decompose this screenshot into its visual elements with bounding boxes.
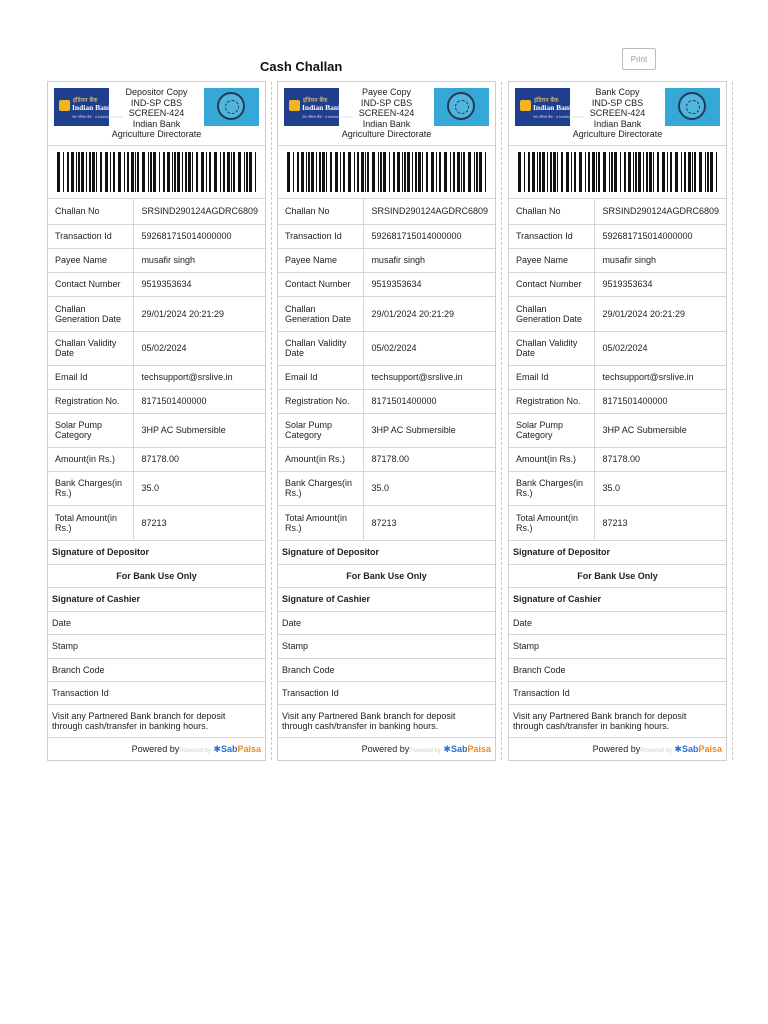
signature-cashier-row-text: Signature of Cashier bbox=[278, 587, 495, 611]
signature-depositor-row-text: Signature of Depositor bbox=[48, 540, 265, 564]
challan-field-row bbox=[278, 199, 495, 224]
bank-logo-name: Indian Bank bbox=[72, 103, 113, 112]
branch-code-row-text: Branch Code bbox=[48, 658, 265, 681]
field-value: 05/02/2024 bbox=[134, 331, 265, 365]
branch-code-row bbox=[278, 658, 495, 681]
field-label: Challan Generation Date bbox=[278, 296, 364, 331]
powered-by-faint: Powered by bbox=[179, 747, 211, 754]
challan-field-row bbox=[278, 471, 495, 505]
sabpaisa-brand-sab: Sab bbox=[450, 743, 468, 754]
sabpaisa-brand-sab: Sab bbox=[220, 743, 238, 754]
field-label: Payee Name bbox=[509, 248, 595, 272]
stamp-row bbox=[48, 634, 265, 658]
field-label: Amount(in Rs.) bbox=[509, 447, 595, 471]
challan-field-row bbox=[278, 272, 495, 296]
field-label: Challan Validity Date bbox=[48, 331, 134, 365]
indian-bank-logo bbox=[54, 88, 123, 126]
challan-field-row bbox=[48, 331, 265, 365]
signature-depositor-row-text: Signature of Depositor bbox=[509, 540, 726, 564]
sabpaisa-logo-icon: ✱ bbox=[674, 743, 682, 754]
field-value: 3HP AC Submersible bbox=[134, 413, 265, 447]
sabpaisa-brand-paisa: Paisa bbox=[237, 743, 261, 754]
challan-field-row bbox=[48, 248, 265, 272]
date-row bbox=[509, 611, 726, 634]
branch-code-row bbox=[509, 658, 726, 681]
signature-cashier-row-text: Signature of Cashier bbox=[48, 587, 265, 611]
copy-header bbox=[48, 82, 265, 146]
field-label: Challan Validity Date bbox=[278, 331, 364, 365]
challan-field-row bbox=[509, 365, 726, 389]
field-value: 592681715014000000 bbox=[364, 224, 495, 248]
field-label: Challan Generation Date bbox=[509, 296, 595, 331]
challan-field-row bbox=[278, 365, 495, 389]
stamp-row-text: Stamp bbox=[509, 634, 726, 658]
field-value: 35.0 bbox=[364, 471, 495, 505]
seal-icon bbox=[678, 92, 706, 120]
copy-header bbox=[509, 82, 726, 146]
field-value: musafir singh bbox=[595, 248, 726, 272]
directorate-name: Agriculture Directorate bbox=[572, 129, 663, 139]
signature-cashier-row-text: Signature of Cashier bbox=[509, 587, 726, 611]
field-value: musafir singh bbox=[134, 248, 265, 272]
field-label: Solar Pump Category bbox=[509, 413, 595, 447]
copy-heading bbox=[340, 87, 433, 140]
challan-field-row bbox=[509, 331, 726, 365]
indian-bank-logo bbox=[515, 88, 584, 126]
field-value: 35.0 bbox=[595, 471, 726, 505]
powered-by-label: Powered by bbox=[361, 743, 410, 754]
barcode-area bbox=[509, 146, 726, 199]
field-label: Solar Pump Category bbox=[48, 413, 134, 447]
transaction-id-row bbox=[509, 681, 726, 704]
transaction-id-row-text: Transaction Id bbox=[509, 681, 726, 704]
deposit-note-row bbox=[509, 704, 726, 737]
deposit-note-row bbox=[48, 704, 265, 737]
field-value: 05/02/2024 bbox=[364, 331, 495, 365]
challan-field-row bbox=[48, 224, 265, 248]
field-value: 8171501400000 bbox=[364, 389, 495, 413]
deposit-note-row-text: Visit any Partnered Bank branch for deposit through cash/transfer in banking hours. bbox=[48, 704, 265, 737]
field-value: 35.0 bbox=[134, 471, 265, 505]
field-label: Challan Validity Date bbox=[509, 331, 595, 365]
screen-label: IND-SP CBS SCREEN-424 bbox=[589, 97, 646, 118]
up-government-seal-logo bbox=[434, 88, 489, 126]
field-label: Email Id bbox=[278, 365, 364, 389]
field-value: techsupport@srslive.in bbox=[364, 365, 495, 389]
field-value: 29/01/2024 20:21:29 bbox=[364, 296, 495, 331]
field-value: 9519353634 bbox=[595, 272, 726, 296]
deposit-note-row-text: Visit any Partnered Bank branch for deposit through cash/transfer in banking hours. bbox=[509, 704, 726, 737]
field-value: 9519353634 bbox=[364, 272, 495, 296]
challan-field-row bbox=[48, 272, 265, 296]
date-row-text: Date bbox=[278, 611, 495, 634]
field-label: Bank Charges(in Rs.) bbox=[48, 471, 134, 505]
field-value: musafir singh bbox=[364, 248, 495, 272]
branch-code-row bbox=[48, 658, 265, 681]
challan-field-row bbox=[48, 505, 265, 540]
field-value: 8171501400000 bbox=[595, 389, 726, 413]
challan-field-row bbox=[278, 331, 495, 365]
field-value: 3HP AC Submersible bbox=[364, 413, 495, 447]
challan-field-row bbox=[48, 365, 265, 389]
transaction-id-row bbox=[48, 681, 265, 704]
transaction-id-row bbox=[278, 681, 495, 704]
field-value: 29/01/2024 20:21:29 bbox=[595, 296, 726, 331]
date-row-text: Date bbox=[48, 611, 265, 634]
bank-logo-tag: एक परिवार बैंक · A tradition of trust bbox=[72, 115, 123, 119]
challan-field-row bbox=[509, 248, 726, 272]
field-label: Amount(in Rs.) bbox=[48, 447, 134, 471]
bank-use-only-row bbox=[509, 564, 726, 587]
powered-by-footer bbox=[48, 738, 265, 760]
bank-logo-hindi: इंडियन बैंक bbox=[303, 97, 328, 104]
barcode-icon bbox=[287, 152, 487, 192]
challan-fields-table bbox=[278, 199, 495, 738]
signature-cashier-row bbox=[509, 587, 726, 611]
sabpaisa-logo-icon: ✱ bbox=[213, 743, 221, 754]
powered-by-faint: Powered by bbox=[640, 747, 672, 754]
challan-field-row bbox=[509, 272, 726, 296]
field-value: 29/01/2024 20:21:29 bbox=[134, 296, 265, 331]
bank-use-only-row bbox=[278, 564, 495, 587]
copy-header bbox=[278, 82, 495, 146]
copy-label: Depositor Copy bbox=[125, 87, 188, 97]
page-title: Cash Challan bbox=[260, 59, 343, 74]
bank-name: Indian Bank bbox=[593, 118, 642, 129]
field-label: Transaction Id bbox=[509, 224, 595, 248]
barcode-icon bbox=[518, 152, 718, 192]
field-label: Amount(in Rs.) bbox=[278, 447, 364, 471]
field-value: 9519353634 bbox=[134, 272, 265, 296]
field-value: 87178.00 bbox=[364, 447, 495, 471]
bank-logo-tag: एक परिवार बैंक · A tradition of trust bbox=[533, 115, 584, 119]
field-value: 87178.00 bbox=[595, 447, 726, 471]
field-label: Payee Name bbox=[48, 248, 134, 272]
bank-emblem-icon bbox=[59, 100, 70, 111]
bank-use-only-row-text: For Bank Use Only bbox=[278, 564, 495, 587]
challan-field-row bbox=[48, 447, 265, 471]
challan-field-row bbox=[509, 296, 726, 331]
challan-field-row bbox=[278, 447, 495, 471]
field-label: Challan No bbox=[278, 199, 364, 224]
challan-field-row bbox=[278, 248, 495, 272]
challan-copy bbox=[277, 81, 496, 761]
field-label: Registration No. bbox=[509, 389, 595, 413]
deposit-note-row-text: Visit any Partnered Bank branch for deposit through cash/transfer in banking hours. bbox=[278, 704, 495, 737]
challan-field-row bbox=[278, 413, 495, 447]
up-government-seal-logo bbox=[665, 88, 720, 126]
seal-icon bbox=[447, 92, 475, 120]
field-label: Bank Charges(in Rs.) bbox=[278, 471, 364, 505]
field-label: Transaction Id bbox=[278, 224, 364, 248]
bank-logo-hindi: इंडियन बैंक bbox=[534, 97, 559, 104]
field-value: 3HP AC Submersible bbox=[595, 413, 726, 447]
challan-field-row bbox=[509, 224, 726, 248]
field-value: 592681715014000000 bbox=[595, 224, 726, 248]
bank-logo-name: Indian Bank bbox=[302, 103, 343, 112]
field-value: 87213 bbox=[595, 505, 726, 540]
powered-by-faint: Powered by bbox=[409, 747, 441, 754]
field-label: Transaction Id bbox=[48, 224, 134, 248]
field-label: Registration No. bbox=[278, 389, 364, 413]
bank-name: Indian Bank bbox=[132, 118, 181, 129]
field-value: 87213 bbox=[364, 505, 495, 540]
challan-field-row bbox=[278, 296, 495, 331]
field-label: Bank Charges(in Rs.) bbox=[509, 471, 595, 505]
bank-name: Indian Bank bbox=[362, 118, 411, 129]
sabpaisa-logo-icon: ✱ bbox=[443, 743, 451, 754]
challan-fields-table bbox=[48, 199, 265, 738]
challan-field-row bbox=[509, 199, 726, 224]
field-label: Total Amount(in Rs.) bbox=[278, 505, 364, 540]
field-label: Total Amount(in Rs.) bbox=[48, 505, 134, 540]
field-label: Challan Generation Date bbox=[48, 296, 134, 331]
bank-emblem-icon bbox=[520, 100, 531, 111]
field-label: Total Amount(in Rs.) bbox=[509, 505, 595, 540]
signature-depositor-row-text: Signature of Depositor bbox=[278, 540, 495, 564]
directorate-name: Agriculture Directorate bbox=[111, 129, 202, 139]
transaction-id-row-text: Transaction Id bbox=[278, 681, 495, 704]
seal-icon bbox=[217, 92, 245, 120]
challan-field-row bbox=[509, 389, 726, 413]
bank-use-only-row-text: For Bank Use Only bbox=[48, 564, 265, 587]
bank-use-only-row-text: For Bank Use Only bbox=[509, 564, 726, 587]
sabpaisa-brand-sab: Sab bbox=[681, 743, 699, 754]
stamp-row bbox=[278, 634, 495, 658]
bank-logo-name: Indian Bank bbox=[533, 103, 574, 112]
branch-code-row-text: Branch Code bbox=[509, 658, 726, 681]
stamp-row-text: Stamp bbox=[48, 634, 265, 658]
date-row bbox=[278, 611, 495, 634]
field-value: techsupport@srslive.in bbox=[134, 365, 265, 389]
field-value: SRSIND290124AGDRC6809 bbox=[595, 199, 726, 224]
field-value: techsupport@srslive.in bbox=[595, 365, 726, 389]
field-label: Challan No bbox=[509, 199, 595, 224]
field-value: 87213 bbox=[134, 505, 265, 540]
copy-label: Bank Copy bbox=[595, 87, 640, 97]
directorate-name: Agriculture Directorate bbox=[341, 129, 432, 139]
field-label: Email Id bbox=[48, 365, 134, 389]
indian-bank-logo bbox=[284, 88, 353, 126]
date-row-text: Date bbox=[509, 611, 726, 634]
sabpaisa-brand-paisa: Paisa bbox=[698, 743, 722, 754]
copy-heading bbox=[110, 87, 203, 140]
field-value: SRSIND290124AGDRC6809 bbox=[134, 199, 265, 224]
deposit-note-row bbox=[278, 704, 495, 737]
field-label: Contact Number bbox=[509, 272, 595, 296]
challan-copy bbox=[508, 81, 727, 761]
screen-label: IND-SP CBS SCREEN-424 bbox=[358, 97, 415, 118]
field-label: Payee Name bbox=[278, 248, 364, 272]
signature-depositor-row bbox=[48, 540, 265, 564]
field-label: Registration No. bbox=[48, 389, 134, 413]
powered-by-label: Powered by bbox=[592, 743, 641, 754]
field-value: 87178.00 bbox=[134, 447, 265, 471]
powered-by-footer bbox=[278, 738, 495, 760]
field-value: SRSIND290124AGDRC6809 bbox=[364, 199, 495, 224]
field-value: 592681715014000000 bbox=[134, 224, 265, 248]
challan-field-row bbox=[278, 224, 495, 248]
copy-label: Payee Copy bbox=[361, 87, 412, 97]
signature-cashier-row bbox=[278, 587, 495, 611]
bank-logo-tag: एक परिवार बैंक · A tradition of trust bbox=[302, 115, 353, 119]
bank-logo-hindi: इंडियन बैंक bbox=[73, 97, 98, 104]
challan-field-row bbox=[48, 296, 265, 331]
challan-field-row bbox=[278, 389, 495, 413]
field-label: Email Id bbox=[509, 365, 595, 389]
signature-depositor-row bbox=[278, 540, 495, 564]
field-value: 8171501400000 bbox=[134, 389, 265, 413]
challan-fields-table bbox=[509, 199, 726, 738]
stamp-row-text: Stamp bbox=[278, 634, 495, 658]
date-row bbox=[48, 611, 265, 634]
branch-code-row-text: Branch Code bbox=[278, 658, 495, 681]
transaction-id-row-text: Transaction Id bbox=[48, 681, 265, 704]
barcode-area bbox=[48, 146, 265, 199]
stamp-row bbox=[509, 634, 726, 658]
field-label: Contact Number bbox=[48, 272, 134, 296]
powered-by-label: Powered by bbox=[131, 743, 180, 754]
print-button[interactable]: Print bbox=[622, 48, 656, 70]
up-government-seal-logo bbox=[204, 88, 259, 126]
challan-field-row bbox=[509, 413, 726, 447]
field-label: Solar Pump Category bbox=[278, 413, 364, 447]
sabpaisa-brand-paisa: Paisa bbox=[467, 743, 491, 754]
challan-field-row bbox=[509, 505, 726, 540]
challan-field-row bbox=[48, 413, 265, 447]
challan-field-row bbox=[278, 505, 495, 540]
powered-by-footer bbox=[509, 738, 726, 760]
barcode-icon bbox=[57, 152, 257, 192]
challan-field-row bbox=[509, 447, 726, 471]
field-label: Contact Number bbox=[278, 272, 364, 296]
challan-field-row bbox=[509, 471, 726, 505]
field-value: 05/02/2024 bbox=[595, 331, 726, 365]
challan-field-row bbox=[48, 389, 265, 413]
field-label: Challan No bbox=[48, 199, 134, 224]
screen-label: IND-SP CBS SCREEN-424 bbox=[128, 97, 185, 118]
challan-field-row bbox=[48, 471, 265, 505]
bank-emblem-icon bbox=[289, 100, 300, 111]
signature-depositor-row bbox=[509, 540, 726, 564]
challan-copy bbox=[47, 81, 266, 761]
copy-heading bbox=[571, 87, 664, 140]
bank-use-only-row bbox=[48, 564, 265, 587]
signature-cashier-row bbox=[48, 587, 265, 611]
barcode-area bbox=[278, 146, 495, 199]
challan-field-row bbox=[48, 199, 265, 224]
